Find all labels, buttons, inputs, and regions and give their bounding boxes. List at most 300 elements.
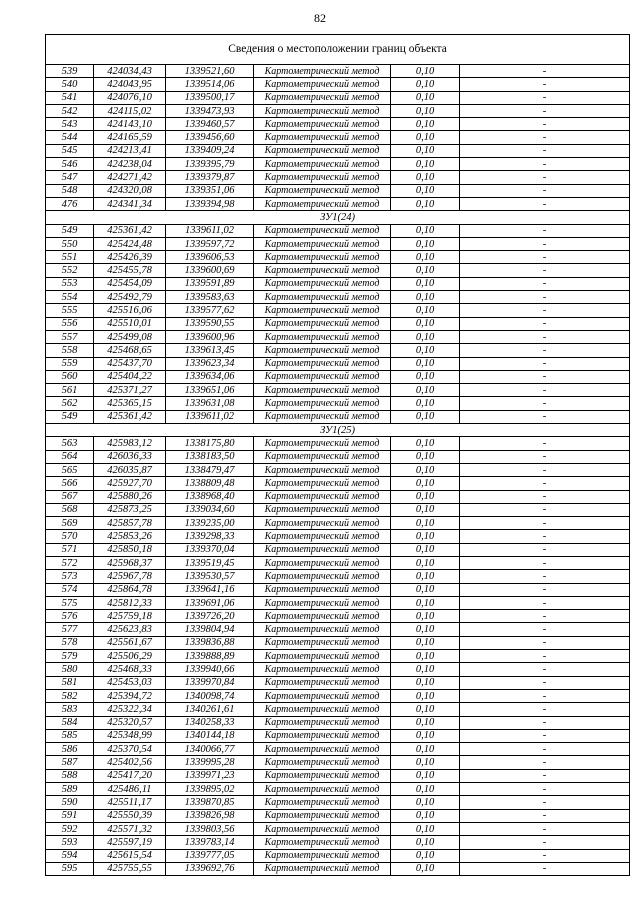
- accuracy: 0,10: [391, 556, 460, 569]
- y-coordinate: 1339692,76: [166, 862, 254, 875]
- point-number: 560: [46, 370, 94, 383]
- method: Картометрический метод: [254, 317, 391, 330]
- y-coordinate: 1339500,17: [166, 91, 254, 104]
- point-number: 590: [46, 796, 94, 809]
- method: Картометрический метод: [254, 543, 391, 556]
- y-coordinate: 1339995,28: [166, 756, 254, 769]
- x-coordinate: 425468,33: [94, 663, 166, 676]
- table-row: [46, 676, 630, 689]
- x-coordinate: 425571,32: [94, 822, 166, 835]
- y-coordinate: 1339970,84: [166, 676, 254, 689]
- point-number: 595: [46, 862, 94, 875]
- point-number: 555: [46, 304, 94, 317]
- accuracy: 0,10: [391, 636, 460, 649]
- description: -: [460, 556, 630, 569]
- description: -: [460, 131, 630, 144]
- table-row: [46, 144, 630, 157]
- table-row: [46, 477, 630, 490]
- x-coordinate: 425968,37: [94, 556, 166, 569]
- description: -: [460, 304, 630, 317]
- description: -: [460, 317, 630, 330]
- point-number: 541: [46, 91, 94, 104]
- table-row: [46, 437, 630, 450]
- table-row: [46, 769, 630, 782]
- accuracy: 0,10: [391, 729, 460, 742]
- x-coordinate: 425348,99: [94, 729, 166, 742]
- table-row: [46, 490, 630, 503]
- description: -: [460, 570, 630, 583]
- table-row: [46, 91, 630, 104]
- table-row: [46, 65, 630, 78]
- x-coordinate: 424213,41: [94, 144, 166, 157]
- point-number: 544: [46, 131, 94, 144]
- accuracy: 0,10: [391, 317, 460, 330]
- y-coordinate: 1339591,89: [166, 277, 254, 290]
- table-row: [46, 251, 630, 264]
- point-number: 549: [46, 410, 94, 423]
- point-number: 594: [46, 849, 94, 862]
- x-coordinate: 425812,33: [94, 596, 166, 609]
- accuracy: 0,10: [391, 769, 460, 782]
- description: -: [460, 490, 630, 503]
- accuracy: 0,10: [391, 543, 460, 556]
- description: -: [460, 849, 630, 862]
- x-coordinate: 425516,06: [94, 304, 166, 317]
- y-coordinate: 1339298,33: [166, 530, 254, 543]
- method: Картометрический метод: [254, 277, 391, 290]
- accuracy: 0,10: [391, 291, 460, 304]
- y-coordinate: 1339370,04: [166, 543, 254, 556]
- accuracy: 0,10: [391, 517, 460, 530]
- description: -: [460, 344, 630, 357]
- x-coordinate: 424271,42: [94, 171, 166, 184]
- description: -: [460, 676, 630, 689]
- x-coordinate: 425597,19: [94, 836, 166, 849]
- description: -: [460, 171, 630, 184]
- accuracy: 0,10: [391, 490, 460, 503]
- x-coordinate: 425510,01: [94, 317, 166, 330]
- title-row: [46, 35, 630, 65]
- method: Картометрический метод: [254, 264, 391, 277]
- table-body: [46, 35, 630, 876]
- method: Картометрический метод: [254, 158, 391, 171]
- accuracy: 0,10: [391, 224, 460, 237]
- table-title: Сведения о местоположении границ объекта: [46, 35, 630, 65]
- point-number: 476: [46, 197, 94, 210]
- table-row: [46, 583, 630, 596]
- accuracy: 0,10: [391, 144, 460, 157]
- y-coordinate: 1339577,62: [166, 304, 254, 317]
- table-row: [46, 530, 630, 543]
- accuracy: 0,10: [391, 809, 460, 822]
- y-coordinate: 1339521,60: [166, 65, 254, 78]
- description: -: [460, 530, 630, 543]
- description: -: [460, 437, 630, 450]
- accuracy: 0,10: [391, 158, 460, 171]
- y-coordinate: 1340066,77: [166, 743, 254, 756]
- accuracy: 0,10: [391, 463, 460, 476]
- table-row: [46, 330, 630, 343]
- description: -: [460, 729, 630, 742]
- method: Картометрический метод: [254, 650, 391, 663]
- description: -: [460, 78, 630, 91]
- accuracy: 0,10: [391, 344, 460, 357]
- method: Картометрический метод: [254, 251, 391, 264]
- accuracy: 0,10: [391, 570, 460, 583]
- table-row: [46, 370, 630, 383]
- description: -: [460, 410, 630, 423]
- x-coordinate: 425853,26: [94, 530, 166, 543]
- point-number: 545: [46, 144, 94, 157]
- accuracy: 0,10: [391, 822, 460, 835]
- table-row: [46, 317, 630, 330]
- point-number: 550: [46, 237, 94, 250]
- point-number: 554: [46, 291, 94, 304]
- point-number: 574: [46, 583, 94, 596]
- description: -: [460, 65, 630, 78]
- point-number: 543: [46, 118, 94, 131]
- y-coordinate: 1340144,18: [166, 729, 254, 742]
- y-coordinate: 1340258,33: [166, 716, 254, 729]
- method: Картометрический метод: [254, 131, 391, 144]
- description: -: [460, 716, 630, 729]
- description: -: [460, 158, 630, 171]
- x-coordinate: 425455,78: [94, 264, 166, 277]
- table-row: [46, 663, 630, 676]
- table-row: [46, 277, 630, 290]
- point-number: 558: [46, 344, 94, 357]
- table-row: [46, 809, 630, 822]
- accuracy: 0,10: [391, 330, 460, 343]
- method: Картометрический метод: [254, 490, 391, 503]
- point-number: 581: [46, 676, 94, 689]
- method: Картометрический метод: [254, 663, 391, 676]
- x-coordinate: 425850,18: [94, 543, 166, 556]
- y-coordinate: 1339826,98: [166, 809, 254, 822]
- x-coordinate: 425880,26: [94, 490, 166, 503]
- table-row: [46, 743, 630, 756]
- description: -: [460, 596, 630, 609]
- point-number: 547: [46, 171, 94, 184]
- accuracy: 0,10: [391, 650, 460, 663]
- point-number: 548: [46, 184, 94, 197]
- table-row: [46, 862, 630, 875]
- group-label: ЗУ1(25): [46, 424, 630, 437]
- y-coordinate: 1339473,93: [166, 104, 254, 117]
- description: -: [460, 650, 630, 663]
- table-row: [46, 264, 630, 277]
- y-coordinate: 1339519,45: [166, 556, 254, 569]
- y-coordinate: 1339888,89: [166, 650, 254, 663]
- y-coordinate: 1339803,56: [166, 822, 254, 835]
- accuracy: 0,10: [391, 118, 460, 131]
- y-coordinate: 1338968,40: [166, 490, 254, 503]
- table-row: [46, 570, 630, 583]
- table-row: [46, 131, 630, 144]
- method: Картометрический метод: [254, 237, 391, 250]
- accuracy: 0,10: [391, 384, 460, 397]
- y-coordinate: 1338809,48: [166, 477, 254, 490]
- description: -: [460, 450, 630, 463]
- method: Картометрический метод: [254, 862, 391, 875]
- y-coordinate: 1339777,05: [166, 849, 254, 862]
- point-number: 587: [46, 756, 94, 769]
- x-coordinate: 425499,08: [94, 330, 166, 343]
- x-coordinate: 425437,70: [94, 357, 166, 370]
- accuracy: 0,10: [391, 756, 460, 769]
- accuracy: 0,10: [391, 450, 460, 463]
- table-row: [46, 517, 630, 530]
- point-number: 575: [46, 596, 94, 609]
- point-number: 583: [46, 703, 94, 716]
- method: Картометрический метод: [254, 65, 391, 78]
- method: Картометрический метод: [254, 796, 391, 809]
- boundary-table: [45, 34, 630, 876]
- y-coordinate: 1338479,47: [166, 463, 254, 476]
- accuracy: 0,10: [391, 65, 460, 78]
- method: Картометрический метод: [254, 570, 391, 583]
- accuracy: 0,10: [391, 743, 460, 756]
- point-number: 565: [46, 463, 94, 476]
- accuracy: 0,10: [391, 596, 460, 609]
- description: -: [460, 623, 630, 636]
- description: -: [460, 277, 630, 290]
- table-row: [46, 796, 630, 809]
- method: Картометрический метод: [254, 809, 391, 822]
- description: -: [460, 357, 630, 370]
- accuracy: 0,10: [391, 663, 460, 676]
- point-number: 551: [46, 251, 94, 264]
- description: -: [460, 397, 630, 410]
- accuracy: 0,10: [391, 104, 460, 117]
- method: Картометрический метод: [254, 384, 391, 397]
- group-header-row: [46, 424, 630, 437]
- description: -: [460, 291, 630, 304]
- description: -: [460, 836, 630, 849]
- y-coordinate: 1339836,88: [166, 636, 254, 649]
- y-coordinate: 1339971,23: [166, 769, 254, 782]
- description: -: [460, 264, 630, 277]
- point-number: 563: [46, 437, 94, 450]
- table-row: [46, 756, 630, 769]
- group-header-row: [46, 211, 630, 224]
- description: -: [460, 543, 630, 556]
- method: Картометрический метод: [254, 836, 391, 849]
- accuracy: 0,10: [391, 264, 460, 277]
- y-coordinate: 1339726,20: [166, 610, 254, 623]
- method: Картометрический метод: [254, 477, 391, 490]
- point-number: 588: [46, 769, 94, 782]
- point-number: 579: [46, 650, 94, 663]
- method: Картометрический метод: [254, 716, 391, 729]
- table-row: [46, 729, 630, 742]
- x-coordinate: 425404,22: [94, 370, 166, 383]
- table-row: [46, 197, 630, 210]
- accuracy: 0,10: [391, 91, 460, 104]
- x-coordinate: 425370,54: [94, 743, 166, 756]
- table-row: [46, 224, 630, 237]
- description: -: [460, 251, 630, 264]
- method: Картометрический метод: [254, 556, 391, 569]
- method: Картометрический метод: [254, 703, 391, 716]
- description: -: [460, 503, 630, 516]
- point-number: 540: [46, 78, 94, 91]
- table-row: [46, 650, 630, 663]
- accuracy: 0,10: [391, 862, 460, 875]
- point-number: 566: [46, 477, 94, 490]
- x-coordinate: 425361,42: [94, 410, 166, 423]
- description: -: [460, 822, 630, 835]
- description: -: [460, 703, 630, 716]
- description: -: [460, 517, 630, 530]
- description: -: [460, 636, 630, 649]
- table-row: [46, 384, 630, 397]
- y-coordinate: 1339804,94: [166, 623, 254, 636]
- description: -: [460, 796, 630, 809]
- x-coordinate: 425426,39: [94, 251, 166, 264]
- method: Картометрический метод: [254, 397, 391, 410]
- description: -: [460, 663, 630, 676]
- accuracy: 0,10: [391, 251, 460, 264]
- table-row: [46, 410, 630, 423]
- y-coordinate: 1339379,87: [166, 171, 254, 184]
- point-number: 569: [46, 517, 94, 530]
- point-number: 571: [46, 543, 94, 556]
- method: Картометрический метод: [254, 224, 391, 237]
- description: -: [460, 197, 630, 210]
- accuracy: 0,10: [391, 849, 460, 862]
- point-number: 567: [46, 490, 94, 503]
- method: Картометрический метод: [254, 330, 391, 343]
- method: Картометрический метод: [254, 610, 391, 623]
- accuracy: 0,10: [391, 783, 460, 796]
- y-coordinate: 1338175,80: [166, 437, 254, 450]
- method: Картометрический метод: [254, 676, 391, 689]
- accuracy: 0,10: [391, 610, 460, 623]
- point-number: 586: [46, 743, 94, 756]
- method: Картометрический метод: [254, 503, 391, 516]
- point-number: 589: [46, 783, 94, 796]
- table-row: [46, 849, 630, 862]
- x-coordinate: 425927,70: [94, 477, 166, 490]
- point-number: 549: [46, 224, 94, 237]
- point-number: 570: [46, 530, 94, 543]
- description: -: [460, 756, 630, 769]
- method: Картометрический метод: [254, 756, 391, 769]
- table-row: [46, 836, 630, 849]
- y-coordinate: 1339583,63: [166, 291, 254, 304]
- method: Картометрический метод: [254, 91, 391, 104]
- x-coordinate: 425365,15: [94, 397, 166, 410]
- x-coordinate: 425506,29: [94, 650, 166, 663]
- method: Картометрический метод: [254, 623, 391, 636]
- x-coordinate: 424165,59: [94, 131, 166, 144]
- point-number: 578: [46, 636, 94, 649]
- y-coordinate: 1339456,60: [166, 131, 254, 144]
- method: Картометрический метод: [254, 583, 391, 596]
- accuracy: 0,10: [391, 370, 460, 383]
- x-coordinate: 425417,20: [94, 769, 166, 782]
- method: Картометрический метод: [254, 769, 391, 782]
- description: -: [460, 610, 630, 623]
- y-coordinate: 1338183,50: [166, 450, 254, 463]
- accuracy: 0,10: [391, 676, 460, 689]
- method: Картометрический метод: [254, 78, 391, 91]
- table-row: [46, 463, 630, 476]
- y-coordinate: 1339351,06: [166, 184, 254, 197]
- method: Картометрический метод: [254, 410, 391, 423]
- table-row: [46, 783, 630, 796]
- accuracy: 0,10: [391, 477, 460, 490]
- y-coordinate: 1339634,06: [166, 370, 254, 383]
- accuracy: 0,10: [391, 410, 460, 423]
- accuracy: 0,10: [391, 397, 460, 410]
- x-coordinate: 425983,12: [94, 437, 166, 450]
- x-coordinate: 425864,78: [94, 583, 166, 596]
- y-coordinate: 1339460,57: [166, 118, 254, 131]
- table-row: [46, 716, 630, 729]
- description: -: [460, 384, 630, 397]
- table-row: [46, 822, 630, 835]
- method: Картометрический метод: [254, 344, 391, 357]
- x-coordinate: 425320,57: [94, 716, 166, 729]
- y-coordinate: 1340261,61: [166, 703, 254, 716]
- x-coordinate: 424341,34: [94, 197, 166, 210]
- x-coordinate: 425394,72: [94, 689, 166, 702]
- point-number: 592: [46, 822, 94, 835]
- accuracy: 0,10: [391, 131, 460, 144]
- accuracy: 0,10: [391, 689, 460, 702]
- table-row: [46, 237, 630, 250]
- x-coordinate: 424115,02: [94, 104, 166, 117]
- x-coordinate: 425322,34: [94, 703, 166, 716]
- table-row: [46, 357, 630, 370]
- point-number: 561: [46, 384, 94, 397]
- point-number: 591: [46, 809, 94, 822]
- point-number: 552: [46, 264, 94, 277]
- point-number: 553: [46, 277, 94, 290]
- method: Картометрический метод: [254, 743, 391, 756]
- y-coordinate: 1339940,66: [166, 663, 254, 676]
- method: Картометрический метод: [254, 783, 391, 796]
- y-coordinate: 1339530,57: [166, 570, 254, 583]
- method: Картометрический метод: [254, 729, 391, 742]
- method: Картометрический метод: [254, 530, 391, 543]
- description: -: [460, 689, 630, 702]
- y-coordinate: 1339631,08: [166, 397, 254, 410]
- description: -: [460, 224, 630, 237]
- x-coordinate: 426036,33: [94, 450, 166, 463]
- table-row: [46, 703, 630, 716]
- x-coordinate: 424143,10: [94, 118, 166, 131]
- y-coordinate: 1339409,24: [166, 144, 254, 157]
- y-coordinate: 1339395,79: [166, 158, 254, 171]
- accuracy: 0,10: [391, 184, 460, 197]
- method: Картометрический метод: [254, 144, 391, 157]
- y-coordinate: 1339394,98: [166, 197, 254, 210]
- table-row: [46, 636, 630, 649]
- x-coordinate: 424034,43: [94, 65, 166, 78]
- table-row: [46, 556, 630, 569]
- accuracy: 0,10: [391, 197, 460, 210]
- y-coordinate: 1339606,53: [166, 251, 254, 264]
- x-coordinate: 425967,78: [94, 570, 166, 583]
- table-row: [46, 397, 630, 410]
- point-number: 539: [46, 65, 94, 78]
- point-number: 559: [46, 357, 94, 370]
- method: Картометрический метод: [254, 822, 391, 835]
- description: -: [460, 370, 630, 383]
